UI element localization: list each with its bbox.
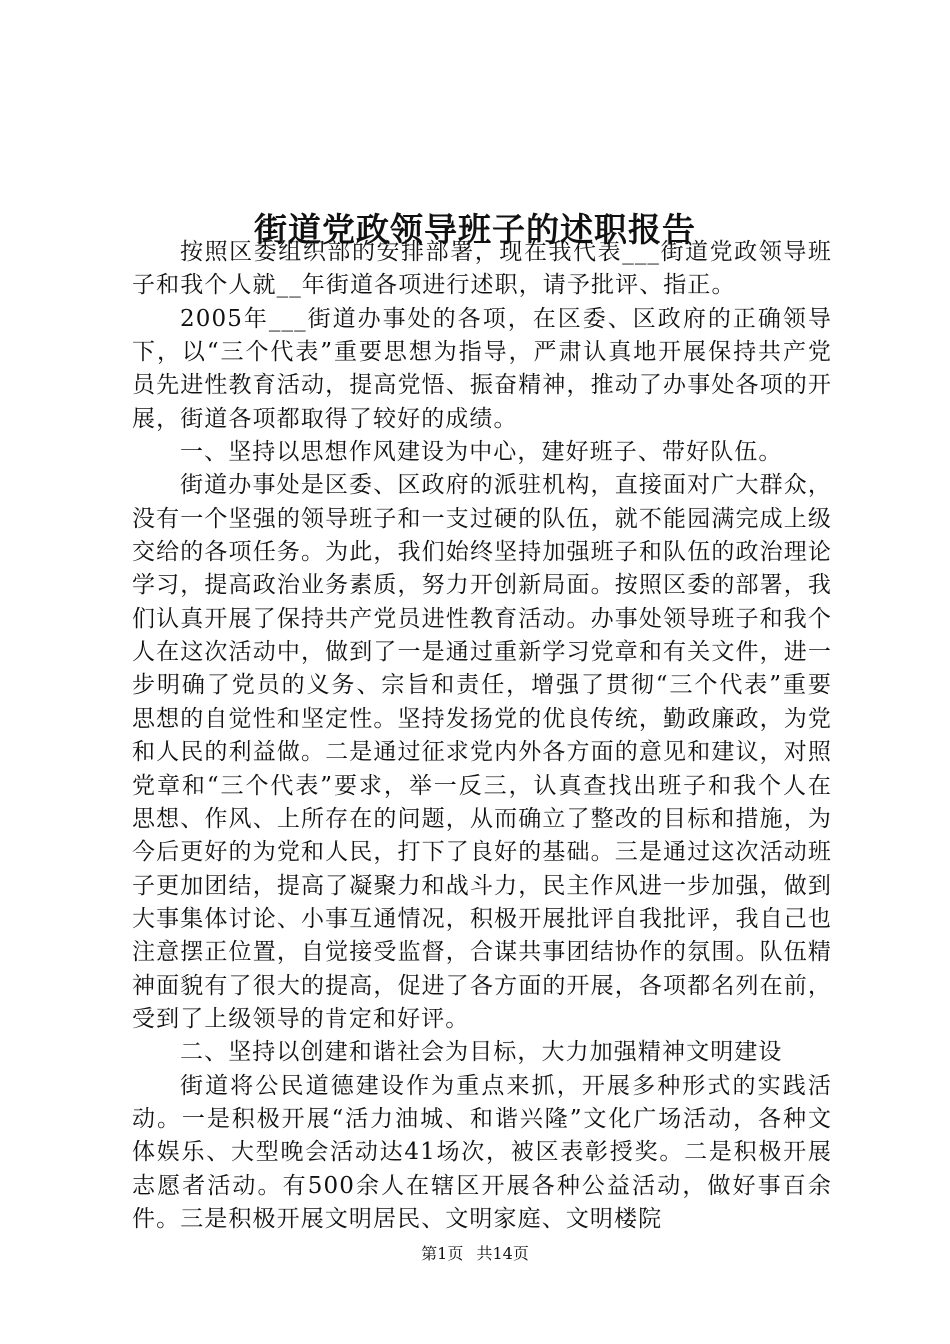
- paragraph-section-1: 街道办事处是区委、区政府的派驻机构，直接面对广大群众，没有一个坚强的领导班子和一支过硬的队伍，就不能园满完成上级交给的各项任务。为此，我们始终坚持加强班子和队伍的政治理论学习，提高政治业务素质，努力开创新局面。按照区委的部署，我们认真开展了保持共产党员进性教育活动。办事处领导班子和我个人在这次活动中，做到了一是通过重新学习党章和有关文件，进一步明确了党员的义务、宗旨和责任，增强了贯彻“三个代表”重要思想的自觉性和坚定性。坚持发扬党的优良传统，勤政廉政，为党和人民的利益做。二是通过征求党内外各方面的意见和建议，对照党章和“三个代表”要求，举一反三，认真查找出班子和我个人在思想、作风、上所存在的问题，从而确立了整改的目标和措施，为今后更好的为党和人民，打下了良好的基础。三是通过这次活动班子更加团结，提高了凝聚力和战斗力，民主作风进一步加强，做到大事集体讨论、小事互通情况，积极开展批评自我批评，我自己也注意摆正位置，自觉接受监督，合谋共事团结协作的氛围。队伍精神面貌有了很大的提高，促进了各方面的开展，各项都名列在前，受到了上级领导的肯定和好评。: [132, 472, 832, 1032]
- page-total: 共14页: [476, 1244, 529, 1263]
- document-title: 街道党政领导班子的述职报告: [254, 210, 696, 250]
- paragraph-intro: 按照区委组织部的安排部署，现在我代表___街道党政领导班子和我个人就__年街道各项进行述职，请予批评、指正。: [132, 239, 832, 299]
- page-footer: [0, 1242, 950, 1266]
- paragraph-section-2: 街道将公民道德建设作为重点来抓，开展多种形式的实践活动。一是积极开展“活力油城、和谐兴隆”文化广场活动，各种文体娱乐、大型晚会活动达41场次，被区表彰授奖。二是积极开展志愿者活动。有500余人在辖区开展各种公益活动，做好事百余件。三是积极开展文明居民、文明家庭、文明楼院: [132, 1072, 832, 1232]
- section-heading-1: 一、坚持以思想作风建设为中心，建好班子、带好队伍。: [180, 439, 783, 466]
- page-number: 第1页: [421, 1244, 464, 1263]
- document-body: [132, 236, 832, 1236]
- section-heading-2: 二、坚持以创建和谐社会为目标，大力加强精神文明建设: [180, 1039, 783, 1066]
- paragraph-overview: 2005年___街道办事处的各项，在区委、区政府的正确领导下，以“三个代表”重要思想为指导，严肃认真地开展保持共产党员先进性教育活动，提高党悟、振奋精神，推动了办事处各项的开展，街道各项都取得了较好的成绩。: [132, 305, 832, 432]
